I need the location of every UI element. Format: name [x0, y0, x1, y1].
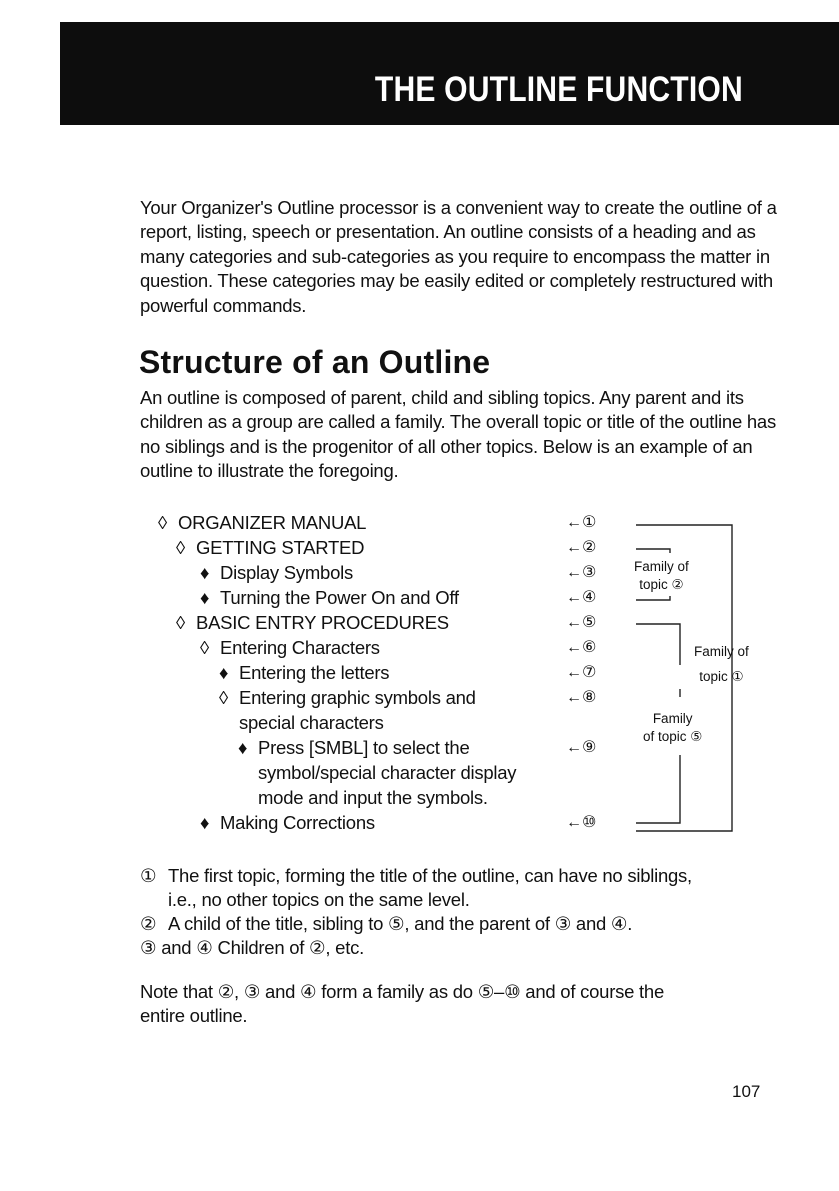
outline-item-label: GETTING STARTED — [196, 537, 365, 558]
section-heading: Structure of an Outline — [139, 344, 491, 380]
outline-item-label: Display Symbols — [220, 562, 353, 583]
note-line — [140, 864, 692, 888]
outline-item — [238, 735, 469, 760]
outline-item-label: Entering Characters — [220, 637, 380, 658]
topic-marker: ←① — [566, 514, 597, 531]
outline-item — [176, 535, 364, 560]
note-line — [168, 888, 470, 912]
topic-marker: ←⑦ — [566, 664, 597, 681]
outline-item-label: ORGANIZER MANUAL — [178, 512, 367, 533]
topic-marker: ←⑩ — [566, 814, 597, 831]
family-topic2-bracket-bottom — [636, 596, 670, 600]
family-topic2-bracket-top — [636, 549, 670, 553]
family-topic1-label: Family of topic ① — [694, 644, 749, 684]
outline-item-label: Press [SMBL] to select the — [258, 737, 470, 758]
outline-item-label: Entering graphic symbols and — [239, 687, 476, 708]
outline-bullet: ◊ — [219, 687, 228, 708]
outline-bullet: ♦ — [200, 562, 210, 583]
outline-item-label: symbol/special character display — [258, 762, 517, 783]
outline-bullet: ◊ — [158, 512, 167, 533]
outline-bullet: ◊ — [200, 637, 209, 658]
outline-bullet: ♦ — [200, 812, 210, 833]
outline-bullet: ♦ — [200, 587, 210, 608]
outline-item — [200, 635, 380, 660]
outline-item — [200, 560, 353, 585]
outline-bullet: ◊ — [176, 537, 185, 558]
note-text: A child of the title, sibling to ⑤, and the parent of ③ and ④. — [168, 913, 633, 934]
outline-item — [176, 610, 449, 635]
structure-paragraph: An outline is composed of parent, child and sibling topics. Any parent and its children as a group are called a family. The overall topic or title of the outline has no siblings and is the progenitor of all other topics. Below is an example of an outline to illustrate the foregoing. — [140, 387, 776, 482]
outline-item — [258, 760, 516, 785]
outline-item-label: mode and input the symbols. — [258, 787, 488, 808]
family-topic5-label: Family of topic ⑤ — [643, 711, 703, 744]
outline-item-label: special characters — [239, 712, 384, 733]
page-number: 107 — [732, 1082, 761, 1101]
topic-marker: ←⑨ — [566, 739, 597, 756]
topic-marker: ←⑤ — [566, 614, 597, 631]
note-text: ③ and ④ Children of ②, etc. — [140, 937, 364, 958]
topic-marker: ←④ — [566, 589, 597, 606]
outline-item — [219, 685, 476, 710]
topic-marker: ←⑧ — [566, 689, 597, 706]
outline-item — [219, 660, 389, 685]
family-topic5-bracket-top — [636, 624, 680, 665]
outline-item-label: Entering the letters — [239, 662, 390, 683]
note-number: ① — [140, 865, 157, 886]
topic-marker: ←③ — [566, 564, 597, 581]
outline-item — [258, 785, 488, 810]
outline-item-label: Turning the Power On and Off — [220, 587, 459, 608]
family-topic5-bracket-bottom — [636, 755, 680, 823]
outline-bullet: ♦ — [219, 662, 229, 683]
note-line — [140, 936, 364, 960]
outline-bullet: ◊ — [176, 612, 185, 633]
outline-item — [200, 585, 459, 610]
outline-bullet: ♦ — [238, 737, 248, 758]
note-text: i.e., no other topics on the same level. — [168, 889, 470, 910]
closing-line: entire outline. — [140, 1005, 248, 1026]
topic-marker: ←⑥ — [566, 639, 597, 656]
outline-item-label: BASIC ENTRY PROCEDURES — [196, 612, 449, 633]
outline-item — [239, 710, 384, 735]
outline-item — [200, 810, 375, 835]
topic-marker: ←② — [566, 539, 597, 556]
outline-item — [158, 510, 366, 535]
outline-item-label: Making Corrections — [220, 812, 375, 833]
note-line — [140, 912, 632, 936]
note-number: ② — [140, 913, 157, 934]
page-title: THE OUTLINE FUNCTION — [375, 70, 743, 109]
family-topic2-label: Family of topic ② — [634, 559, 689, 592]
closing-line: Note that ②, ③ and ④ form a family as do ⑤–⑩ and of course the — [140, 981, 665, 1002]
note-text: The first topic, forming the title of the outline, can have no siblings, — [168, 865, 692, 886]
intro-paragraph: Your Organizer's Outline processor is a convenient way to create the outline of a report, listing, speech or presentation. An outline consists of a heading and as many categories and sub-categories as you require to encompass the matter in question. These categories may be easily edited or completely restructured with powerful commands. — [140, 197, 777, 316]
